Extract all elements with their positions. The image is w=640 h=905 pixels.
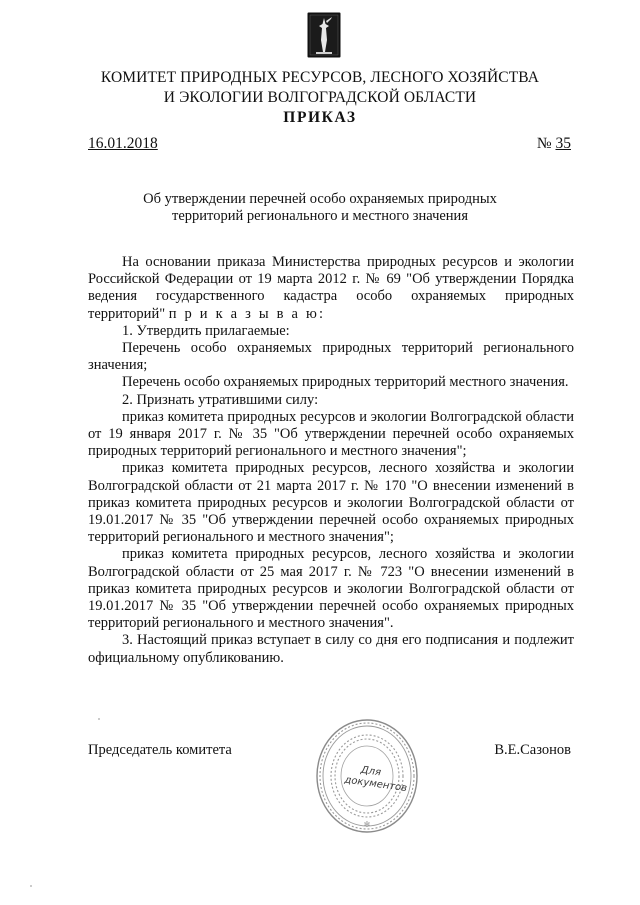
order-number-prefix: № — [536, 135, 552, 152]
organization-name-line2: И ЭКОЛОГИИ ВОЛГОГРАДСКОЙ ОБЛАСТИ — [163, 89, 477, 106]
signatory-role: Председатель комитета — [88, 742, 232, 758]
item-2-list-3: приказ комитета природных ресурсов, лесного хозяйства и экологии Волгоградской области от 25 мая 2017 г. № 723 "О внесении изменений в приказ комитета природных ресурсов и экологии Волгоградской области от 19.01.2017 № 35 "Об утверждении перечней особо охраняемых природных территорий регионального и местного значения". — [88, 546, 574, 632]
item-1-list-1: Перечень особо охраняемых природных территорий регионального значения; — [88, 340, 574, 374]
item-2-list-2: приказ комитета природных ресурсов, лесного хозяйства и экологии Волгоградской области от 21 марта 2017 г. № 170 "О внесении изменений в приказ комитета природных ресурсов и экологии Волгоградской области от 19.01.2017 № 35 "Об утверждении перечней особо охраняемых природных территорий регионального и местного значения"; — [88, 460, 574, 546]
order-title-line1: Об утверждении перечней особо охраняемых природных — [143, 191, 497, 207]
item-1: 1. Утвердить прилагаемые: — [122, 322, 290, 339]
order-title — [100, 191, 540, 225]
item-3: 3. Настоящий приказ вступает в силу со дня его подписания и подлежит официальному опубликованию. — [88, 632, 574, 666]
item-1-list-2: Перечень особо охраняемых природных территорий местного значения. — [122, 374, 569, 391]
scan-speck — [30, 885, 32, 887]
svg-text:✻: ✻ — [363, 820, 371, 829]
signatory-name: В.Е.Сазонов — [494, 742, 571, 758]
item-2-list-1: приказ комитета природных ресурсов и экологии Волгоградской области от 19 января 2017 г. № 35 "Об утверждении перечней особо охраняемых природных территорий регионального и местного значения"; — [88, 408, 574, 460]
intro-order-word: п р и к а з ы в а ю: — [168, 305, 326, 322]
order-body — [88, 254, 574, 667]
order-number-value: 35 — [555, 135, 571, 152]
intro-text: На основании приказа Министерства природных ресурсов и экологии Российской Федерации от 19 марта 2012 г. № 69 "Об утверждении Порядка ведения государственного кадастра особо охраняемых природных территорий" — [88, 254, 574, 322]
stamp-label-line2: документов — [343, 774, 408, 795]
order-number — [537, 135, 571, 153]
organization-name — [60, 68, 580, 108]
order-title-line2: территорий регионального и местного значения — [172, 208, 468, 224]
scan-speck — [98, 718, 100, 720]
coat-of-arms-emblem — [307, 12, 341, 58]
item-2: 2. Признать утратившими силу: — [122, 391, 319, 408]
intro-paragraph — [88, 254, 574, 323]
organization-name-line1: КОМИТЕТ ПРИРОДНЫХ РЕСУРСОВ, ЛЕСНОГО ХОЗЯЙСТВА — [100, 69, 540, 86]
order-date: 16.01.2018 — [88, 135, 158, 152]
document-type: ПРИКАЗ — [283, 109, 357, 126]
stamp-label-line1: Для — [360, 764, 382, 779]
